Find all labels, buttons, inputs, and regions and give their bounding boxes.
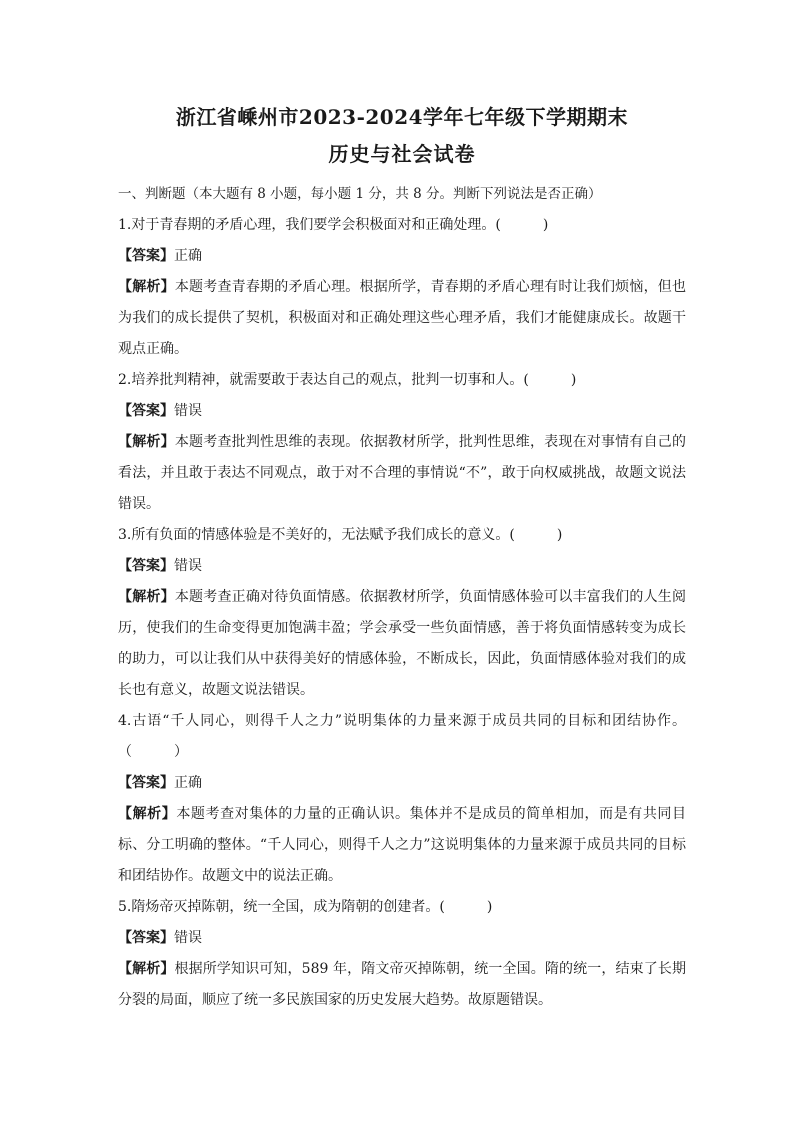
answer-line — [118, 551, 686, 582]
section-heading: 一、判断题（本大题有 8 小题，每小题 1 分，共 8 分。判断下列说法是否正确） — [118, 186, 602, 202]
analysis-tag: 【解析】 — [118, 589, 175, 605]
analysis-tag: 【解析】 — [118, 434, 175, 450]
question-block — [118, 365, 686, 520]
answer-tag: 【答案】 — [118, 558, 174, 574]
analysis-paragraph — [118, 427, 686, 520]
analysis-tag: 【解析】 — [118, 279, 175, 295]
analysis-text: 本题考查批判性思维的表现。依据教材所学，批判性思维，表现在对事情有自己的看法，并且敢于表达不同观点，敢于对不合理的事情说“不”，敢于向权威挑战，故题文说法错误。 — [118, 434, 687, 512]
answer-value: 错误 — [174, 558, 202, 574]
analysis-paragraph — [118, 954, 686, 1016]
question-text: 1.对于青春期的矛盾心理，我们要学会积极面对和正确处理。( ) — [118, 217, 549, 233]
answer-line — [118, 768, 686, 799]
question-block — [118, 706, 686, 892]
answer-value: 正确 — [174, 248, 202, 264]
analysis-text: 本题考查对集体的力量的正确认识。集体并不是成员的简单相加，而是有共同目标、分工明确的整体。“千人同心，则得千人之力”这说明集体的力量来源于成员共同的目标和团结协作。故题文中的说法正确。 — [118, 806, 687, 884]
analysis-text: 本题考查正确对待负面情感。依据教材所学，负面情感体验可以丰富我们的人生阅历，使我们的生命变得更加饱满丰盈；学会承受一些负面情感，善于将负面情感转变为成长的助力，可以让我们从中获得美好的情感体验，不断成长，因此，负面情感体验对我们的成长也有意义，故题文说法错误。 — [118, 589, 687, 698]
question-text: 3.所有负面的情感体验是不美好的，无法赋予我们成长的意义。( ) — [118, 527, 563, 543]
question-block — [118, 520, 686, 706]
analysis-text: 本题考查青春期的矛盾心理。根据所学，青春期的矛盾心理有时让我们烦恼，但也为我们的成长提供了契机，积极面对和正确处理这些心理矛盾，我们才能健康成长。故题干观点正确。 — [118, 279, 687, 357]
analysis-paragraph — [118, 272, 686, 365]
answer-line — [118, 396, 686, 427]
question-text: 2.培养批判精神，就需要敢于表达自己的观点，批判一切事和人。( ) — [118, 372, 577, 388]
question-text: 4.古语“千人同心，则得千人之力”说明集体的力量来源于成员共同的目标和团结协作。（ ） — [118, 713, 686, 760]
document-page — [118, 100, 686, 1016]
answer-tag: 【答案】 — [118, 775, 174, 791]
answer-tag: 【答案】 — [118, 930, 174, 946]
page-subtitle: 历史与社会试卷 — [328, 142, 476, 166]
answer-line — [118, 923, 686, 954]
analysis-paragraph — [118, 799, 686, 892]
analysis-text: 根据所学知识可知，589 年，隋文帝灭掉陈朝，统一全国。隋的统一，结束了长期分裂的局面，顺应了统一多民族国家的历史发展大趋势。故原题错误。 — [118, 961, 687, 1008]
answer-value: 正确 — [174, 775, 202, 791]
analysis-paragraph — [118, 582, 686, 706]
answer-tag: 【答案】 — [118, 403, 174, 419]
answer-line — [118, 241, 686, 272]
question-block — [118, 892, 686, 1016]
analysis-tag: 【解析】 — [118, 961, 175, 977]
question-text: 5.隋炀帝灭掉陈朝，统一全国，成为隋朝的创建者。( ) — [118, 899, 493, 915]
analysis-tag: 【解析】 — [118, 806, 177, 822]
answer-value: 错误 — [174, 930, 202, 946]
answer-tag: 【答案】 — [118, 248, 174, 264]
question-block — [118, 210, 686, 365]
answer-value: 错误 — [174, 403, 202, 419]
page-title: 浙江省嵊州市2023-2024学年七年级下学期期末 — [175, 105, 629, 129]
